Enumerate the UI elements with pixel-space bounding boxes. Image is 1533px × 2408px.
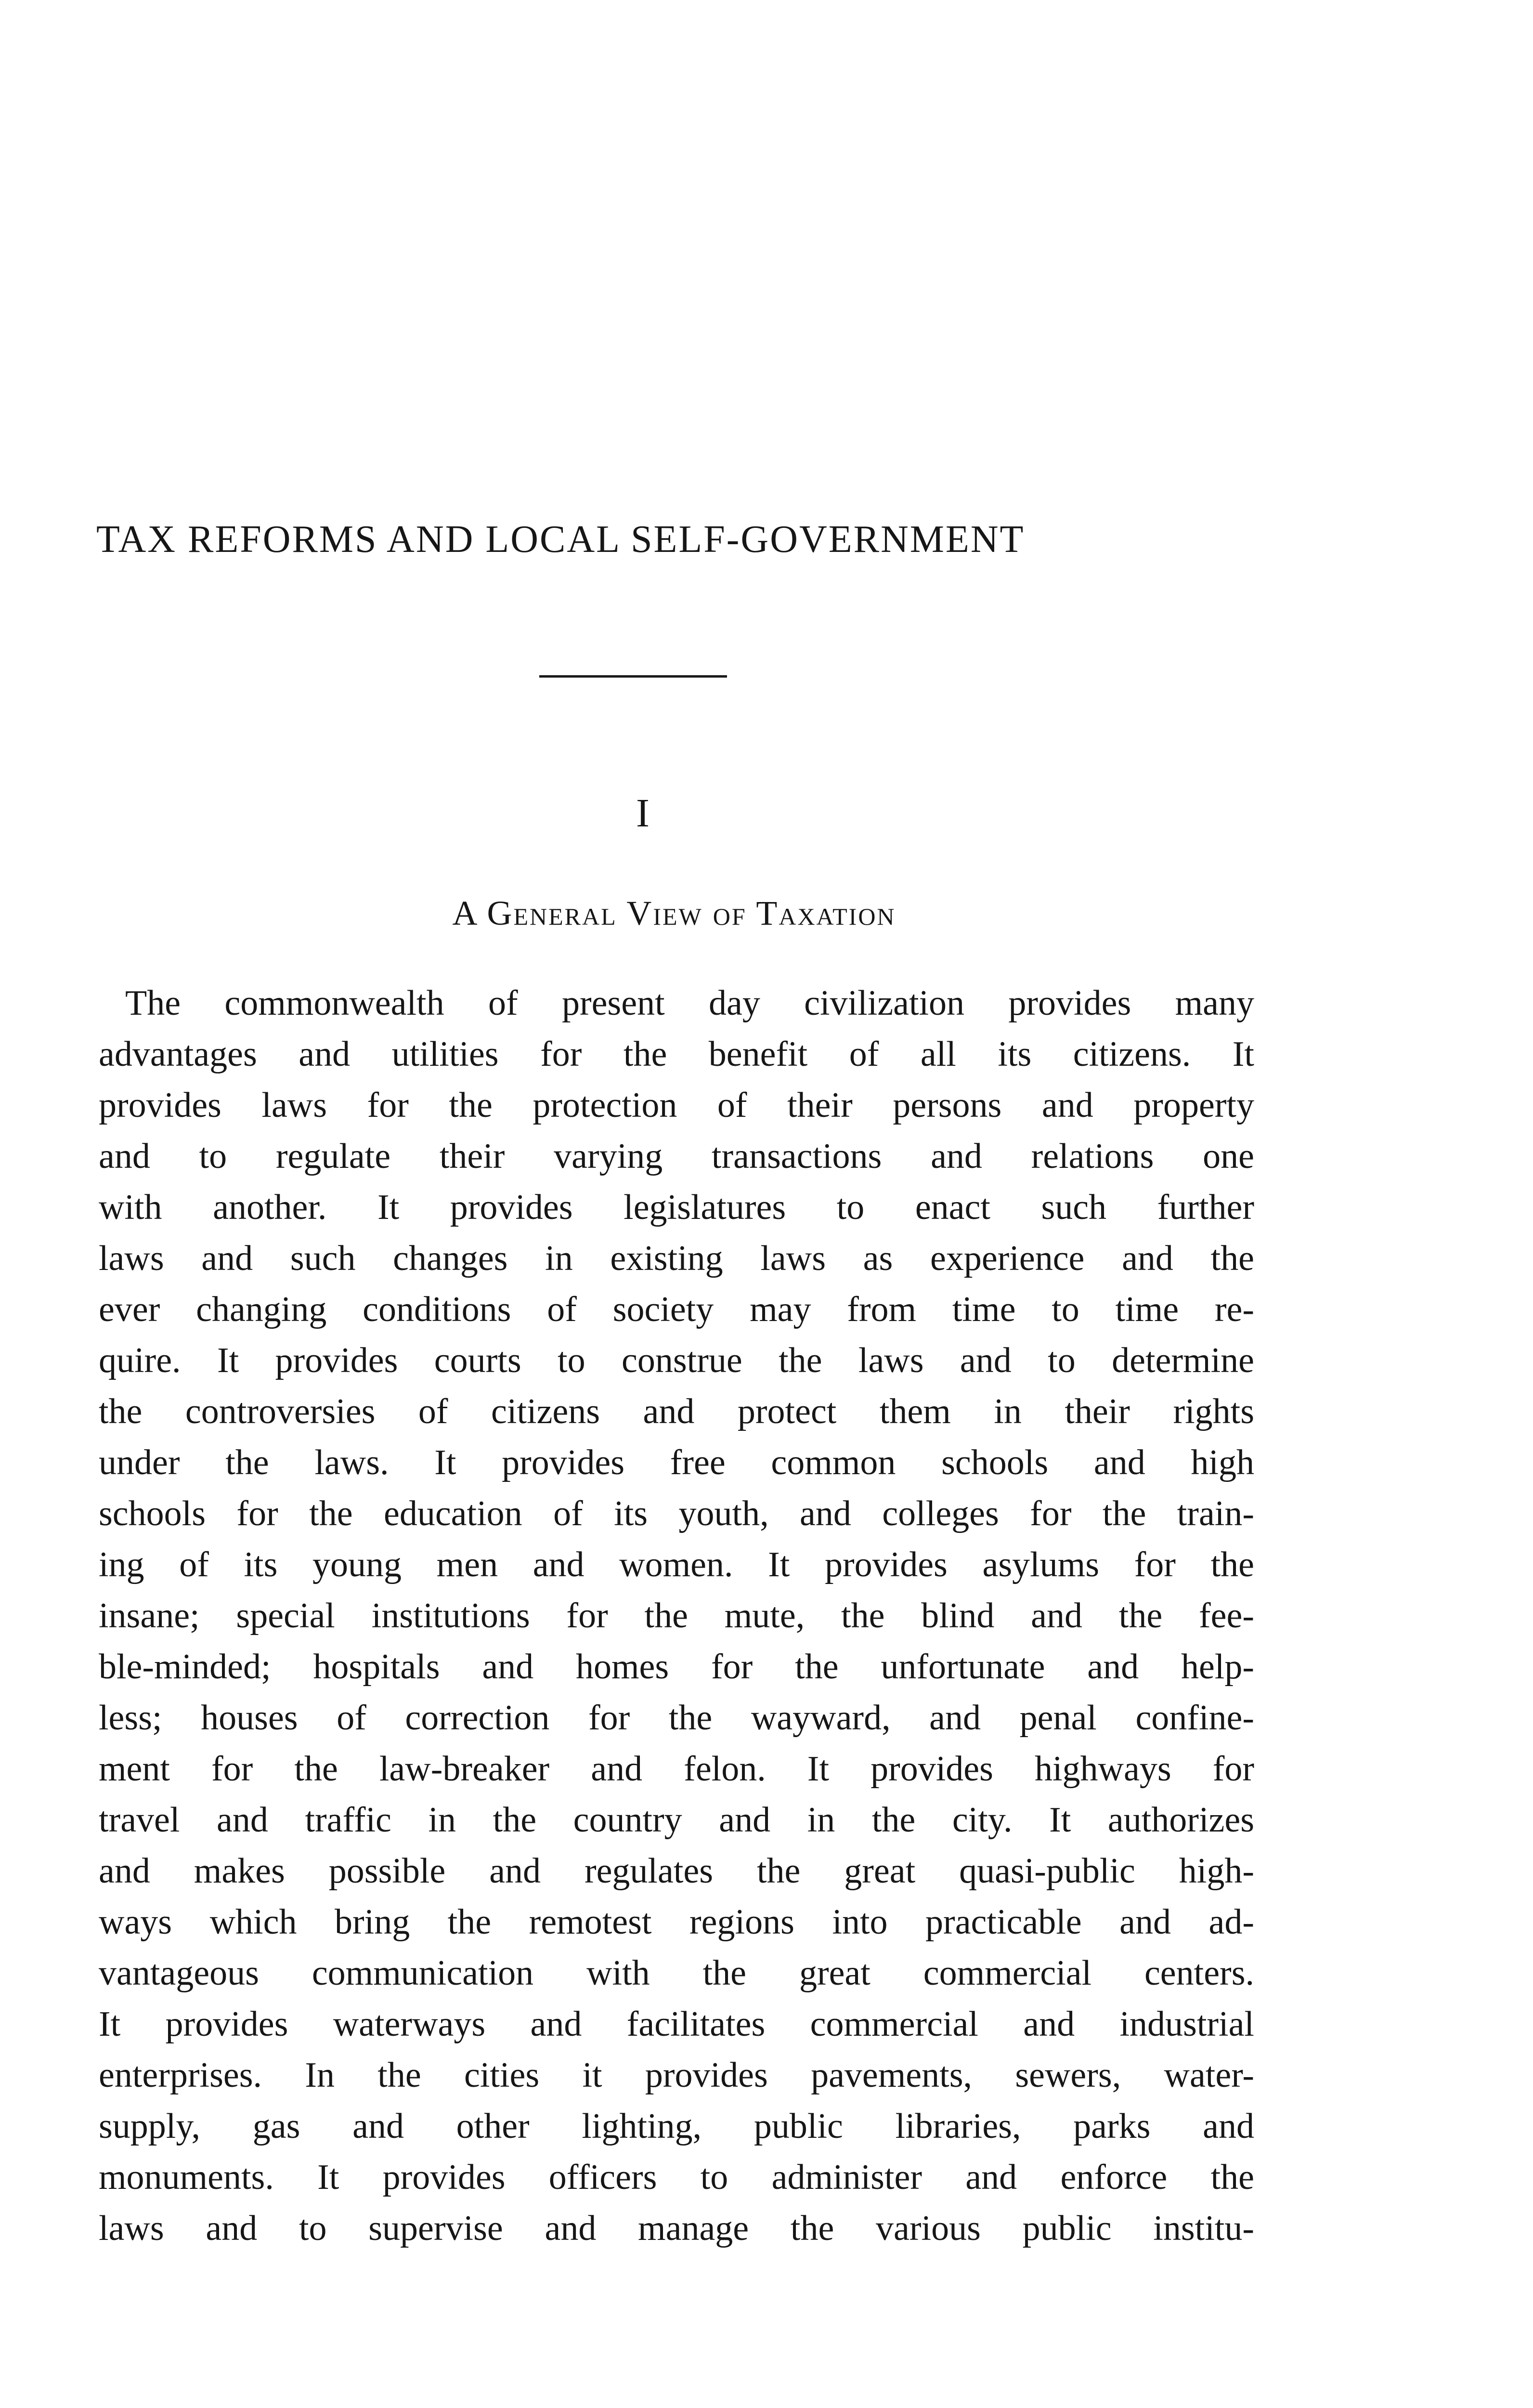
text-line: with another. It provides legislatures to enact such further xyxy=(99,1188,1254,1227)
text-line: less; houses of correction for the wayward, and penal confine- xyxy=(99,1698,1254,1738)
text-line: ing of its young men and women. It provides asylums for the xyxy=(99,1545,1254,1584)
text-line: laws and such changes in existing laws as experience and the xyxy=(99,1239,1254,1278)
text-line: laws and to supervise and manage the various public institu- xyxy=(99,2209,1254,2248)
body-paragraph xyxy=(99,978,1254,2254)
text-line: It provides waterways and facilitates commercial and industrial xyxy=(99,2004,1254,2044)
text-line: the controversies of citizens and protect them in their rights xyxy=(99,1392,1254,1431)
text-line: monuments. It provides officers to administer and enforce the xyxy=(99,2158,1254,2197)
text-line: insane; special institutions for the mute, the blind and the fee- xyxy=(99,1596,1254,1636)
text-line: under the laws. It provides free common schools and high xyxy=(99,1443,1254,1482)
text-line: ment for the law-breaker and felon. It provides highways for xyxy=(99,1749,1254,1789)
text-line: travel and traffic in the country and in the city. It authorizes xyxy=(99,1800,1254,1840)
chapter-title: A General View of Taxation xyxy=(452,894,896,932)
text-line: ble-minded; hospitals and homes for the unfortunate and help- xyxy=(99,1647,1254,1687)
book-title: TAX REFORMS AND LOCAL SELF-GOVERNMENT xyxy=(96,518,1025,561)
text-line: and makes possible and regulates the great quasi-public high- xyxy=(99,1851,1254,1891)
text-line: advantages and utilities for the benefit of all its citizens. It xyxy=(99,1034,1254,1074)
text-line: schools for the education of its youth, and colleges for the train- xyxy=(99,1494,1254,1533)
text-line: and to regulate their varying transactions and relations one xyxy=(99,1137,1254,1176)
text-line: ways which bring the remotest regions into practicable and ad- xyxy=(99,1902,1254,1942)
text-line: The commonwealth of present day civilization provides many xyxy=(125,983,1254,1023)
title-rule xyxy=(539,675,727,678)
text-line: supply, gas and other lighting, public libraries, parks and xyxy=(99,2107,1254,2146)
text-line: enterprises. In the cities it provides pavements, sewers, water- xyxy=(99,2055,1254,2095)
text-line: ever changing conditions of society may from time to time re- xyxy=(99,1290,1254,1329)
text-line: quire. It provides courts to construe the laws and to determine xyxy=(99,1341,1254,1380)
text-line: provides laws for the protection of their persons and property xyxy=(99,1086,1254,1125)
chapter-number: I xyxy=(636,791,650,836)
text-line: vantageous communication with the great commercial centers. xyxy=(99,1953,1254,1993)
